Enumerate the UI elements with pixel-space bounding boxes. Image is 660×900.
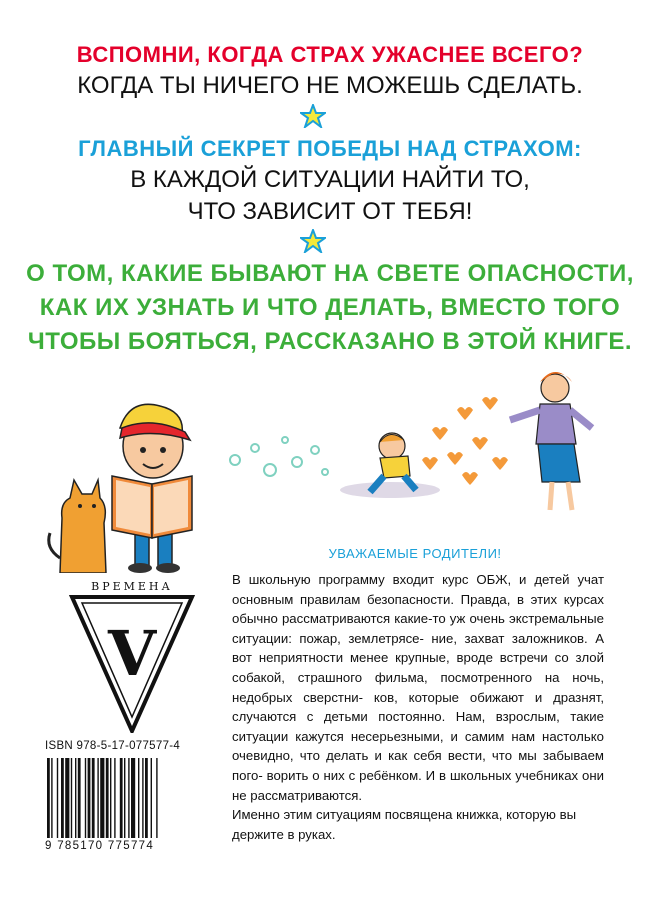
parents-text xyxy=(232,570,604,844)
secret-line-2: ЧТО ЗАВИСИТ ОТ ТЕБЯ! xyxy=(187,198,473,225)
star-icon xyxy=(300,229,326,253)
publisher-logo xyxy=(68,580,196,738)
parents-paragraph-2: Именно этим ситуациям посвящена книжка, которую вы держите в руках. xyxy=(232,807,577,842)
secret-heading: ГЛАВНЫЙ СЕКРЕТ ПОБЕДЫ НАД СТРАХОМ: xyxy=(78,136,582,161)
boy-reading-illustration xyxy=(40,398,230,573)
publisher-logo-icon xyxy=(68,593,196,733)
mother-and-child-illustration xyxy=(330,360,630,520)
publisher-logo-letter: V xyxy=(107,617,157,690)
question-answer: КОГДА ТЫ НИЧЕГО НЕ МОЖЕШЬ СДЕЛАТЬ. xyxy=(77,72,583,99)
parents-title: УВАЖАЕМЫЕ РОДИТЕЛИ! xyxy=(328,546,502,561)
book-about-line-3: ЧТОБЫ БОЯТЬСЯ, РАССКАЗАНО В ЭТОЙ КНИГЕ. xyxy=(27,328,633,355)
barcode-digits: 9 785170 775774 xyxy=(45,840,155,852)
secret-line-1: В КАЖДОЙ СИТУАЦИИ НАЙТИ ТО, xyxy=(130,166,530,193)
barcode-icon xyxy=(45,758,205,838)
book-about-line-1: О ТОМ, КАКИЕ БЫВАЮТ НА СВЕТЕ ОПАСНОСТИ, xyxy=(26,260,634,287)
star-icon xyxy=(300,104,326,128)
publisher-name: ВРЕМЕНА xyxy=(91,580,173,593)
question-heading: ВСПОМНИ, КОГДА СТРАХ УЖАСНЕЕ ВСЕГО? xyxy=(76,42,584,67)
parents-paragraph-1: В школьную программу входит курс ОБЖ, и детей учат основным правилам безопасности. Правда, в этих курсах обычно рассматриваются какие-то уж очень экстремальные ситуации: пожар, землетрясе- ние, захват заложников. А вот неприятности менее крупные, вроде встречи со злой собакой, страшного фильма, посмотренного на ночь, недобрых сверстни- ков, которые обижают и дразнят, случаются с детьми постоянно. Нам, взрослым, такие ситуации кажутся несерьезными, и самим нам настолько очевидно, что делать и как себя вести, что мы забываем пого- ворить о них с ребёнком. И в школьных учебниках они не рассматриваются. xyxy=(232,572,604,803)
isbn-label: ISBN 978-5-17-077577-4 xyxy=(45,740,181,752)
book-about-line-2: КАК ИХ УЗНАТЬ И ЧТО ДЕЛАТЬ, ВМЕСТО ТОГО xyxy=(39,294,621,321)
bubbles-illustration xyxy=(225,420,345,490)
